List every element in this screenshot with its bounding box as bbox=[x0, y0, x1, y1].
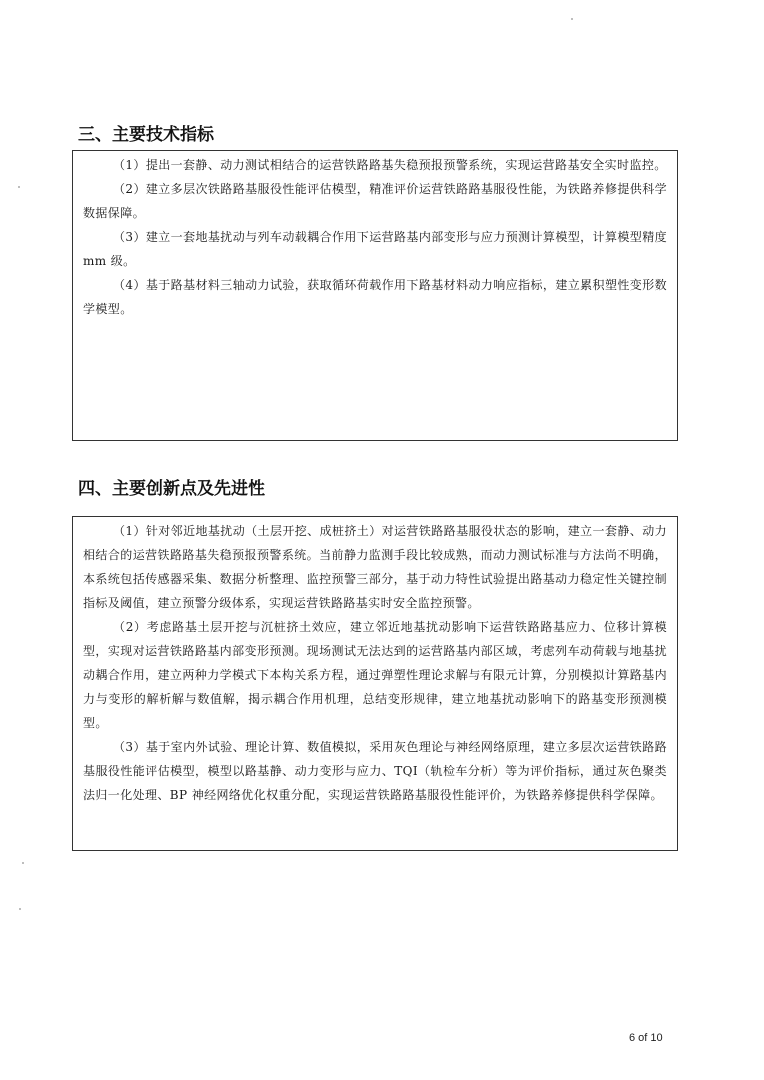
scan-speck bbox=[18, 186, 20, 188]
innovation-paragraph-1: （1）针对邻近地基扰动（土层开挖、成桩挤土）对运营铁路路基服役状态的影响，建立一套静、动力相结合的运营铁路路基失稳预报预警系统。当前静力监测手段比较成熟，而动力测试标准与方法尚不明确，本系统包括传感器采集、数据分析整理、监控预警三部分，基于动力特性试验提出路基动力稳定性关键控制指标及阈值，建立预警分级体系，实现运营铁路路基实时安全监控预警。 bbox=[83, 524, 667, 610]
scan-speck bbox=[571, 18, 573, 20]
innovation-points-box bbox=[72, 516, 678, 851]
section-3-heading: 三、主要技术指标 bbox=[78, 125, 214, 145]
indicator-paragraph-2: （2）建立多层次铁路路基服役性能评估模型，精准评价运营铁路路基服役性能，为铁路养修提供科学数据保障。 bbox=[83, 182, 667, 220]
indicator-paragraph-3: （3）建立一套地基扰动与列车动载耦合作用下运营路基内部变形与应力预测计算模型，计算模型精度mm 级。 bbox=[83, 230, 667, 268]
scan-speck bbox=[22, 862, 24, 864]
scan-speck bbox=[19, 908, 21, 910]
indicator-paragraph-4: （4）基于路基材料三轴动力试验，获取循环荷载作用下路基材料动力响应指标，建立累积塑性变形数学模型。 bbox=[83, 278, 667, 316]
innovation-paragraph-3: （3）基于室内外试验、理论计算、数值模拟，采用灰色理论与神经网络原理，建立多层次运营铁路路基服役性能评估模型，模型以路基静、动力变形与应力、TQI（轨检车分析）等为评价指标，通过灰色聚类法归一化处理、BP 神经网络优化权重分配，实现运营铁路路基服役性能评价，为铁路养修提供科学保障。 bbox=[83, 740, 667, 802]
technical-indicators-box bbox=[72, 150, 678, 441]
indicator-paragraph-1: （1）提出一套静、动力测试相结合的运营铁路路基失稳预报预警系统，实现运营路基安全实时监控。 bbox=[113, 158, 667, 172]
innovation-paragraph-2: （2）考虑路基土层开挖与沉桩挤土效应，建立邻近地基扰动影响下运营铁路路基应力、位移计算模型，实现对运营铁路路基内部变形预测。现场测试无法达到的运营路基内部区域，考虑列车动荷载与地基扰动耦合作用，建立两种力学模式下本构关系方程，通过弹塑性理论求解与有限元计算，分别模拟计算路基内力与变形的解析解与数值解，揭示耦合作用机理，总结变形规律，建立地基扰动影响下的路基变形预测模型。 bbox=[83, 620, 667, 730]
section-4-heading: 四、主要创新点及先进性 bbox=[78, 479, 265, 499]
page-number: 6 of 10 bbox=[629, 1032, 663, 1044]
